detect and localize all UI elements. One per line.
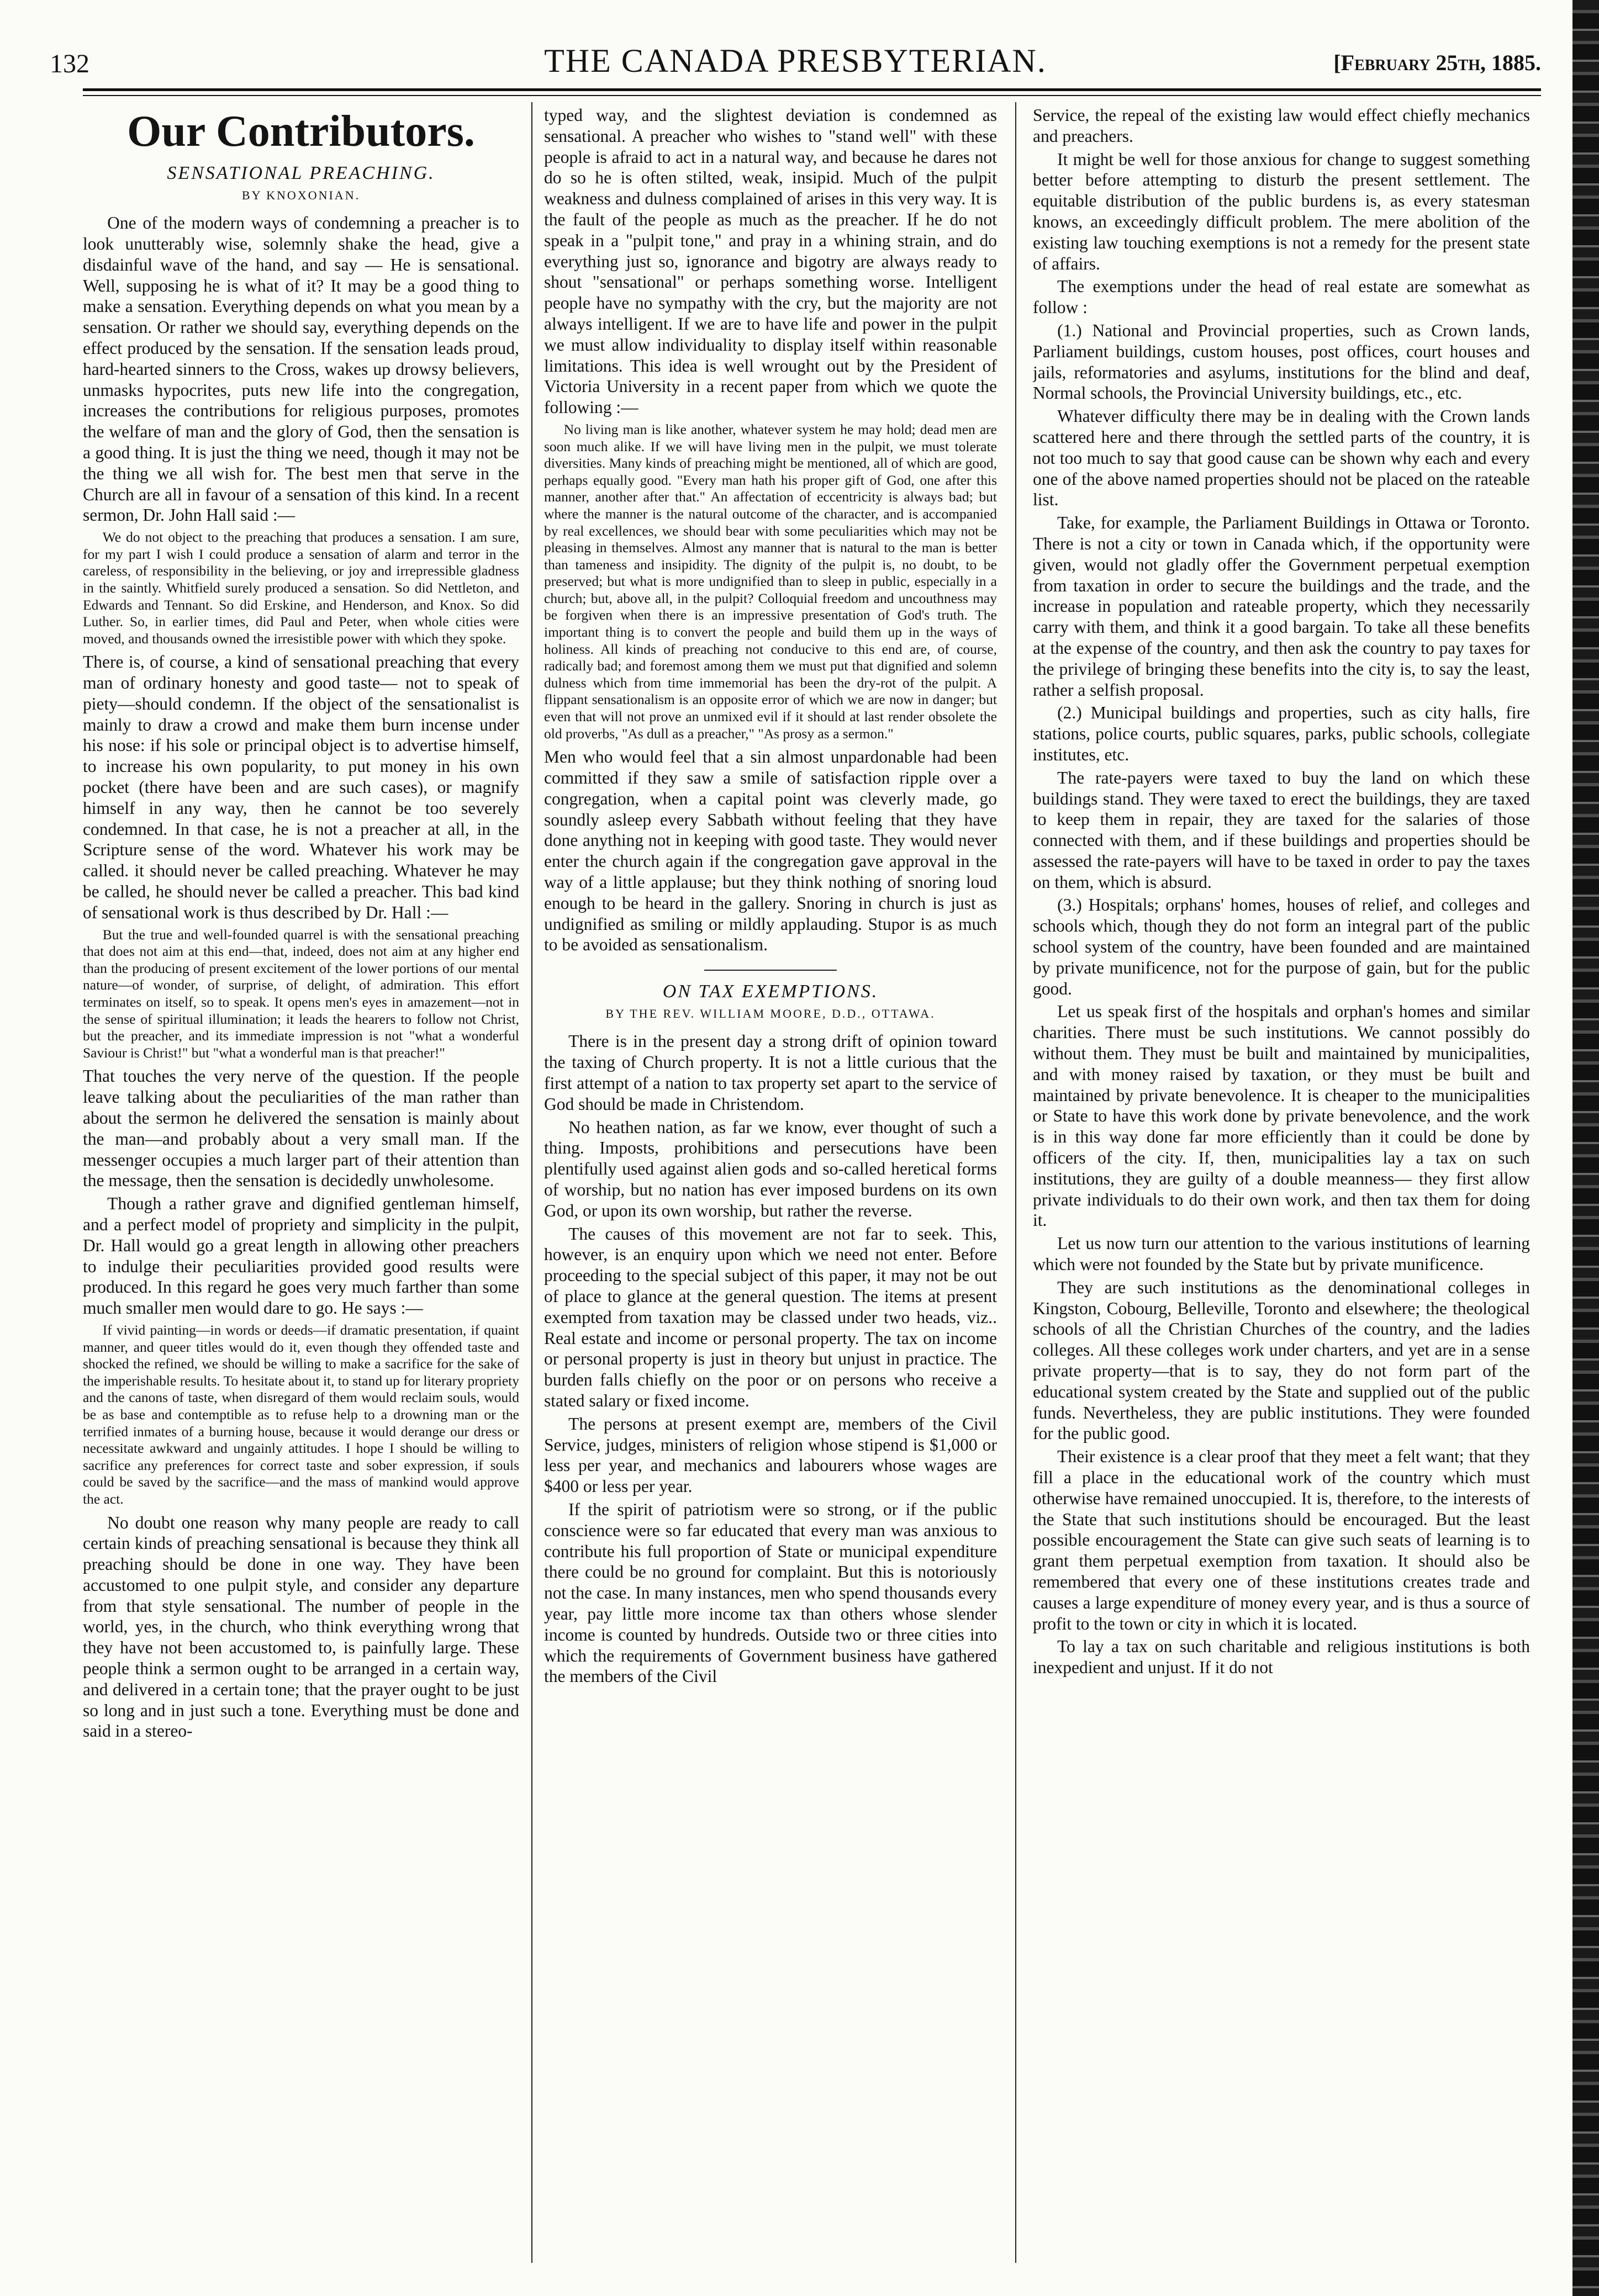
column-3: [1033, 105, 1530, 2266]
paragraph: No heathen nation, as far we know, ever thought of such a thing. Imposts, prohibitions and persecutions have been plentifully used against alien gods and so-called heretical forms of worship, but no nation has ever imposed burdens on its own God, or upon its own worship, but rather the reverse.: [544, 1117, 997, 1220]
paragraph: The rate-payers were taxed to buy the land on which these buildings stand. They were taxed to erect the buildings, they are taxed to keep them in repair, they are taxed for the salaries of those connected with them, and if these buildings and properties should be assessed the rate-payers will have to be taxed in order to pay the taxes on them, which is absurd.: [1033, 768, 1530, 892]
paragraph: To lay a tax on such charitable and religious institutions is both inexpedient and unjust. If it do not: [1033, 1637, 1530, 1678]
paragraph: Let us now turn our attention to the various institutions of learning which were not founded by the State but by private munificence.: [1033, 1234, 1530, 1274]
paragraph: Service, the repeal of the existing law would effect chiefly mechanics and preachers.: [1033, 105, 1530, 146]
paragraph: It might be well for those anxious for change to suggest something better before attempting to disturb the present settlement. The equitable distribution of the public burdens is, as every statesman knows, an exceedingly difficult problem. The mere abolition of the existing law touching exemptions is not a remedy for the present state of affairs.: [1033, 149, 1530, 273]
column-divider: [1015, 102, 1016, 2263]
article-separator: [704, 970, 837, 971]
column-2: [544, 105, 997, 2266]
header-rule-thick: [83, 88, 1541, 91]
paragraph: Take, for example, the Parliament Buildings in Ottawa or Toronto. There is not a city or town in Canada which, if the opportunity were given, would not gladly offer the Government perpetual exemption from taxation in order to secure the buildings and the trade, and the increase in population and rateable property, which they necessarily carry with them, and think it a good bargain. To take all these benefits at the expense of the country, and then ask the country to pay taxes for the privilege of bringing these benefits into the city is, to say the least, rather a selfish proposal.: [1033, 513, 1530, 700]
column-divider: [531, 102, 532, 2263]
paragraph: typed way, and the slightest deviation is condemned as sensational. A preacher who wishes to "stand well" with these people is afraid to act in a natural way, and because he dares not do so he is often stilted, weak, insipid. Much of the pulpit weakness and dulness complained of arises in this very way. It is the fault of the people as much as the preacher. If he do not speak in a "pulpit tone," and pray in a whining strain, and do everything just so, ignorance and bigotry are always ready to shout "sensational" or perhaps something worse. Intelligent people have no sympathy with the cry, but the majority are not always intelligent. If we are to have life and power in the pulpit we must allow individuality to display itself within reasonable limitations. This idea is well wrought out by the President of Victoria University in a recent paper from which we quote the following :—: [544, 105, 997, 417]
newspaper-title: THE CANADA PRESBYTERIAN.: [544, 43, 1047, 79]
block-quote: We do not object to the preaching that produces a sensation. I am sure, for my part I wish I could produce a sensation of alarm and terror in the careless, of responsibility in the believing, or joy and irrepressible gladness in the saintly. Whitfield surely produced a sensation. So did Nettleton, and Edwards and Tennant. So did Erskine, and Henderson, and Knox. So did Luther. So, in earlier times, did Paul and Peter, when whole cities were moved, and thousands owned the irresistible power with which they spoke.: [83, 529, 519, 647]
paragraph: The causes of this movement are not far to seek. This, however, is an enquiry upon which we need not enter. Before proceeding to the special subject of this paper, it may not be out of place to glance at the general question. The items at present exempted from taxation may be classed under two heads, viz.. Real estate and income or personal property. The tax on income or personal property is just in theory but unjust in practice. The burden falls chiefly on the poor or on persons who receive a stated salary or fixed income.: [544, 1224, 997, 1410]
paragraph: They are such institutions as the denominational colleges in Kingston, Cobourg, Belleville, Toronto and elsewhere; the theological schools of all the Christian Churches of the country, and the ladies colleges. All these colleges work under charters, and yet are in a sense private property—that is to say, they do not form part of the educational system created by the State and supplied out of the public funds. Nevertheless, they are public institutions. They were founded for the public good.: [1033, 1277, 1530, 1443]
paragraph: No doubt one reason why many people are ready to call certain kinds of preaching sensational is because they think all preaching should be done in one way. They have been accustomed to one pulpit style, and consider any departure from that style sensational. The number of people in the world, yes, in the church, who think everything wrong that they have not been accustomed to, is painfully large. These people think a sermon ought to be arranged in a certain way, and delivered in a certain tone; that the prayer ought to be just so long and in just such a tone. Everything must be done and said in a stereo-: [83, 1512, 519, 1741]
block-quote: But the true and well-founded quarrel is with the sensational preaching that does not aim at this end—that, indeed, does not aim at any higher end than the producing of present excitement of the lower portions of our mental nature—of wonder, of surprise, of delight, of admiration. This effort terminates on itself, so to speak. It opens men's eyes in amazement—not in the sense of spiritual illumination; it leads the hearers to follow not Christ, but the preacher, and its immediate impression is not "what a wonderful Saviour is Christ!" but "what a wonderful man is that preacher!": [83, 926, 519, 1061]
paragraph: One of the modern ways of condemning a preacher is to look unutterably wise, solemnly shake the head, give a disdainful wave of the hand, and say — He is sensational. Well, supposing he is what of it? It may be a good thing to make a sensation. Everything depends on what you mean by a sensation. Or rather we should say, everything depends on the effect produced by the sensation. If the sensation leads proud, hard-hearted sinners to the Cross, wakes up drowsy believers, unmasks hypocrites, puts new life into the congregation, increases the contributions for religious purposes, promotes the welfare of man and the glory of God, then the sensation is a good thing. It is just the thing we need, though it may not be the thing we all wish for. The best men that serve in the Church are all in favour of a sensation of this kind. In a recent sermon, Dr. John Hall said :—: [83, 213, 519, 525]
paragraph: Men who would feel that a sin almost unpardonable had been committed if they saw a smile of satisfaction ripple over a congregation, when a capital point was cleverly made, go soundly asleep every Sabbath without feeling that they have done anything not in keeping with good taste. They would never enter the church again if the congregation gave approval in the way of a little applause; but they think nothing of snoring loud enough to be heard in the gallery. Snoring in church is just as undignified as smiling or mildly applauding. Stupor is as much to be avoided as sensationalism.: [544, 747, 997, 955]
paragraph: (3.) Hospitals; orphans' homes, houses of relief, and colleges and schools which, though they do not form an integral part of the public school system of the country, have been founded and are maintained by private munificence, not for the purpose of gain, but for the public good.: [1033, 895, 1530, 998]
paragraph: Though a rather grave and dignified gentleman himself, and a perfect model of propriety and simplicity in the pulpit, Dr. Hall would go a great length in allowing other preachers to indulge their peculiarities provided good results were produced. In this regard he goes very much farther than some much smaller men would dare to go. He says :—: [83, 1194, 519, 1318]
paragraph: If the spirit of patriotism were so strong, or if the public conscience were so far educated that every man was anxious to contribute his full proportion of State or municipal expenditure there could be no ground for complaint. But this is notoriously not the case. In many instances, men who spend thousands every year, pay little more income tax than others whose slender income is counted by hundreds. Outside two or three cities into which the requirements of Government business have gathered the members of the Civil: [544, 1499, 997, 1686]
page-number: 132: [50, 49, 89, 78]
article-title: ON TAX EXEMPTIONS.: [662, 981, 879, 1002]
paragraph: (2.) Municipal buildings and properties, such as city halls, fire stations, police courts, public squares, parks, public schools, collegiate institutes, etc.: [1033, 703, 1530, 764]
paragraph: Let us speak first of the hospitals and orphan's homes and similar charities. There must be such institutions. We cannot possibly do without them. They must be built and maintained by municipalities, and with money raised by taxation, or they must be built and maintained by private benevolence. It is cheaper to the municipalities or State to have this work done by private benevolence, and the work is in this way done far more efficiently than it could be done by officers of the city. If, then, municipalities lay a tax on such institutions, they are guilty of a double meanness— they first allow private individuals to do their own work, and then tax them for doing it.: [1033, 1002, 1530, 1230]
paragraph: (1.) National and Provincial properties, such as Crown lands, Parliament buildings, custom houses, post offices, court houses and jails, reformatories and asylums, institutions for the blind and deaf, Normal schools, the Provincial University buildings, etc., etc.: [1033, 320, 1530, 403]
paragraph: There is in the present day a strong drift of opinion toward the taxing of Church property. It is not a little curious that the first attempt of a nation to tax property set apart to the service of God should be made in Christendom.: [544, 1031, 997, 1114]
article-byline: BY KNOXONIAN.: [241, 188, 361, 202]
header-rule-thin: [83, 95, 1541, 96]
paragraph: That touches the very nerve of the question. If the people leave talking about the peculiarities of the man rather than about the sermon he delivered the sensation is mainly about the man—and probably about a very small man. If the messenger occupies a much larger part of their attention than the message, then the sensation is decidedly unwholesome.: [83, 1066, 519, 1191]
paragraph: Their existence is a clear proof that they meet a felt want; that they fill a place in the educational work of the country which must otherwise have remained unoccupied. It is, therefore, to the interests of the State that such institutions should be encouraged. But the least possible encouragement the State can give such seats of learning is to grant them perpetual exemption from taxation. It should also be remembered that every one of these institutions creates trade and causes a large expenditure of money every year, and is thus a source of profit to the town or city in which it is located.: [1033, 1447, 1530, 1633]
block-quote: If vivid painting—in words or deeds—if dramatic presentation, if quaint manner, and queer titles would do it, even though they offended taste and shocked the refined, we should be willing to make a sacrifice for the sake of the imperishable results. To hesitate about it, to stand up for literary propriety and the canons of taste, when disregard of them would reclaim souls, would be as base and contemptible as to refuse help to a drowning man or the terrified inmates of a burning house, because it would derange our dress or necessitate awkward and ungainly attitudes. I hope I should be willing to sacrifice any preferences for correct taste and sober expression, if souls could be saved by the sacrifice—and the mass of mankind would approve the act.: [83, 1321, 519, 1507]
paragraph: Whatever difficulty there may be in dealing with the Crown lands scattered here and there through the settled parts of the country, it is not too much to say that good cause can be shown why each and every one of the above named properties should not be placed on the rateable list.: [1033, 406, 1530, 510]
page-header: [50, 39, 1541, 94]
scan-edge-strip: [1572, 0, 1599, 2296]
paragraph: The exemptions under the head of real estate are somewhat as follow :: [1033, 277, 1530, 318]
article-title: SENSATIONAL PREACHING.: [167, 163, 435, 183]
column-1: [83, 105, 519, 2266]
paragraph: There is, of course, a kind of sensational preaching that every man of ordinary honesty and good taste— not to speak of piety—should condemn. If the object of the sensationalist is mainly to draw a crowd and make them burn incense under his nose: if his sole or principal object is to advertise himself, to increase his own popularity, to put money in his own pocket (there have been and are such cases), or magnify himself in any way, then he cannot be too severely condemned. In that case, he is not a preacher at all, in the Scripture sense of the word. Whatever his work may be called. it should never be called preaching. Whatever he may be called, he should never be called a preacher. This bad kind of sensational work is thus described by Dr. Hall :—: [83, 652, 519, 922]
section-heading: Our Contributors.: [127, 107, 475, 156]
issue-date: [February 25th, 1885.: [1333, 50, 1541, 75]
article-byline: BY THE REV. WILLIAM MOORE, D.D., OTTAWA.: [605, 1007, 936, 1020]
block-quote: No living man is like another, whatever system he may hold; dead men are soon much alike. If we will have living men in the pulpit, we must tolerate diversities. Many kinds of preaching might be mentioned, all of which are good, perhaps equally good. "Every man hath his proper gift of God, one after this manner, another after that." An affectation of eccentricity is always bad; but where the manner is the natural outcome of the character, and is accompanied by real excellences, we should bear with some peculiarities which may not be pleasing in themselves. Almost any manner that is natural to the man is better than tameness and insipidity. The dignity of the pulpit is, no doubt, to be preserved; but what is more undignified than to sleep in public, especially in a church; but, above all, in the pulpit? Colloquial freedom and uncouthness may be forgiven when there is an impressive presentation of God's truth. The important thing is to convert the people and build them up in the ways of holiness. All kinds of preaching not conducive to this end are, of course, radically bad; and foremost among them we must put that dignified and solemn dulness which from time immemorial has been the dry-rot of the pulpit. A flippant sensationalism is an opposite error of which we are now in danger; but even that will not prove an unmixed evil if it should at last render obsolete the old proverbs, "As dull as a preacher," "As prosy as a sermon.": [544, 421, 997, 742]
paragraph: The persons at present exempt are, members of the Civil Service, judges, ministers of religion whose stipend is $1,000 or less per year, and mechanics and labourers whose wages are $400 or less per year.: [544, 1414, 997, 1496]
